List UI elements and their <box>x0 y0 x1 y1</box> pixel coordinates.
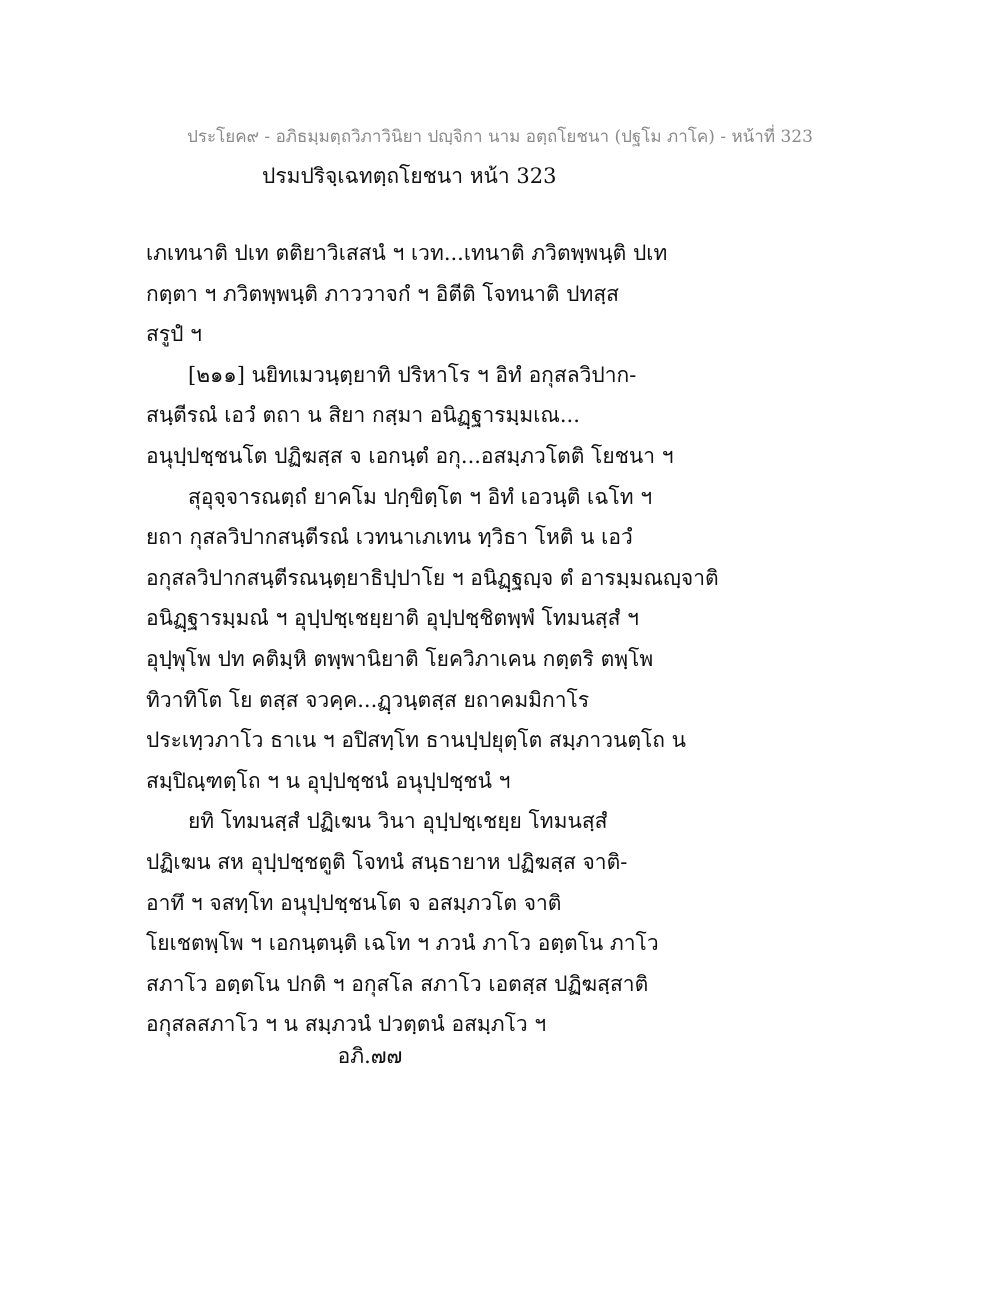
text-line: อุปฺพุโพ ปท คติมฺหิ ตพฺพานิยาติ โยควิภาเคน กตฺตริ ตพฺโพ <box>146 646 654 671</box>
body-text <box>146 238 866 1050</box>
text-line: โยเชตพฺโพ ฯ เอกนฺตนฺติ เฉโท ฯ ภวนํ ภาโว อตฺตโน ภาโว <box>146 931 659 956</box>
text-line: เภเทนาติ ปเท ตติยาวิเสสนํ ฯ เวท...เทนาติ ภวิตพฺพนฺติ ปเท <box>146 241 668 265</box>
text-line: อนิฏฺฐารมฺมณํ ฯ อุปฺปชฺเชยฺยาติ อุปฺปชฺชิตพฺพํ โทมนสฺสํ ฯ <box>146 606 639 631</box>
text-line: ปฏิเฆน สห อุปฺปชฺชตูติ โจทนํ สนฺธายาห ปฏิฆสฺส จาติ- <box>146 849 628 874</box>
running-header: ประโยค๙ - อภิธมฺมตฺถวิภาวินิยา ปญฺจิกา นาม อตฺถโยชนา (ปฐโม ภาโค) - หน้าที่ 323 <box>187 127 813 147</box>
text-line: ประเทฺวภาโว ธาเน ฯ อปิสทฺโท ธานปฺปยุตฺโต สมฺภาวนตฺโถ น <box>146 728 687 753</box>
text-line: กตฺตา ฯ ภวิตพฺพนฺติ ภาววาจกํ ฯ อิตีติ โจทนาติ ปทสฺส <box>146 281 619 306</box>
text-line: อกุสลวิปากสนฺตีรณนฺตฺยาธิปฺปาโย ฯ อนิฏฺฐญฺจ ตํ อารมฺมณญฺจาติ <box>146 565 719 590</box>
text-line: ยถา กุสลวิปากสนฺตีรณํ เวทนาเภเทน ทฺวิธา โหติ น เอวํ <box>146 525 633 550</box>
text-line: อนุปฺปชฺชนโต ปฏิฆสฺส จ เอกนฺตํ อกุ...อสมฺภวโตติ โยชนา ฯ <box>146 443 674 468</box>
paragraph-start-line: [๒๑๑] นยิทเมวนฺตฺยาทิ ปริหาโร ฯ อิทํ อกุสลวิปาก- <box>188 362 637 387</box>
text-line: สรูปํ ฯ <box>146 322 202 347</box>
text-line: สนฺตีรณํ เอวํ ตถา น สิยา กสฺมา อนิฏฺฐารมฺมเณ... <box>146 403 580 428</box>
text-line: ทิวาทิโต โย ตสฺส จวคฺค...ฏฺวนฺตสฺส ยถาคมมิกาโร <box>146 687 590 712</box>
paragraph-start-line: สุอุจฺจารณตฺถํ ยาคโม ปกฺขิตฺโต ฯ อิทํ เอวนฺติ เฉโท ฯ <box>188 484 653 509</box>
page-heading: ปรมปริจฺเฉทตฺถโยชนา หน้า 323 <box>262 164 557 188</box>
text-line: สภาโว อตฺตโน ปกติ ฯ อกุสโล สภาโว เอตสฺส ปฏิฆสฺสาติ <box>146 971 649 996</box>
text-line: อกุสลสภาโว ฯ น สมฺภวนํ ปวตฺตนํ อสมฺภโว ฯ <box>146 1012 547 1037</box>
page-footer-mark: อภิ.๗๗ <box>337 1044 403 1068</box>
paragraph-start-line: ยทิ โทมนสฺสํ ปฏิเฆน วินา อุปฺปชฺเชยฺย โทมนสฺสํ <box>188 809 608 834</box>
text-line: อาทึ ฯ จสทฺโท อนุปฺปชฺชนโต จ อสมฺภวโต จาติ <box>146 890 562 915</box>
text-line: สมฺปิณฺฑตฺโถ ฯ น อุปฺปชฺชนํ อนุปฺปชฺชนํ ฯ <box>146 768 511 793</box>
